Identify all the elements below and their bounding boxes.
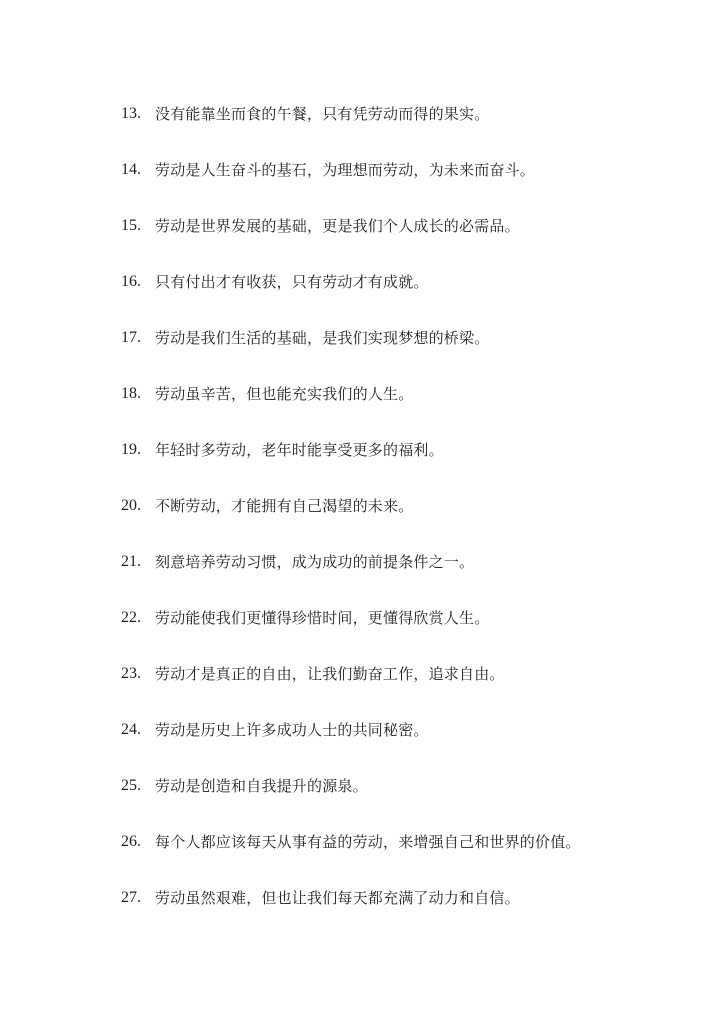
item-number: 21. <box>121 553 141 570</box>
item-text: 劳动才是真正的自由，让我们勤奋工作，追求自由。 <box>155 665 505 683</box>
list-item <box>121 590 581 646</box>
list-item <box>121 758 581 814</box>
item-number: 22. <box>121 609 141 626</box>
item-number: 17. <box>121 329 141 346</box>
item-number: 16. <box>121 273 141 290</box>
list-item <box>121 702 581 758</box>
list-item <box>121 310 581 366</box>
item-number: 14. <box>121 161 141 178</box>
quote-list <box>121 86 581 926</box>
item-text: 劳动虽然艰难，但也让我们每天都充满了动力和自信。 <box>155 889 520 907</box>
item-text: 每个人都应该每天从事有益的劳动，来增强自己和世界的价值。 <box>155 833 581 851</box>
item-text: 劳动是人生奋斗的基石，为理想而劳动，为未来而奋斗。 <box>155 161 536 179</box>
item-number: 24. <box>121 721 141 738</box>
item-text: 劳动是世界发展的基础，更是我们个人成长的必需品。 <box>155 217 520 235</box>
item-text: 不断劳动，才能拥有自己渴望的未来。 <box>155 497 414 515</box>
list-item <box>121 142 581 198</box>
item-text: 年轻时多劳动，老年时能享受更多的福利。 <box>155 441 444 459</box>
item-text: 刻意培养劳动习惯，成为成功的前提条件之一。 <box>155 553 475 571</box>
item-text: 只有付出才有收获，只有劳动才有成就。 <box>155 273 429 291</box>
item-text: 劳动虽辛苦，但也能充实我们的人生。 <box>155 385 414 403</box>
list-item <box>121 814 581 870</box>
item-text: 没有能靠坐而食的午餐，只有凭劳动而得的果实。 <box>155 105 490 123</box>
list-item <box>121 534 581 590</box>
item-number: 15. <box>121 217 141 234</box>
list-item <box>121 422 581 478</box>
item-number: 23. <box>121 665 141 682</box>
item-text: 劳动是创造和自我提升的源泉。 <box>155 777 368 795</box>
item-text: 劳动是我们生活的基础，是我们实现梦想的桥梁。 <box>155 329 490 347</box>
item-number: 13. <box>121 105 141 122</box>
item-number: 27. <box>121 889 141 906</box>
list-item <box>121 646 581 702</box>
item-number: 20. <box>121 497 141 514</box>
item-number: 25. <box>121 777 141 794</box>
list-item <box>121 254 581 310</box>
list-item <box>121 870 581 926</box>
item-number: 19. <box>121 441 141 458</box>
item-number: 26. <box>121 833 141 850</box>
item-number: 18. <box>121 385 141 402</box>
list-item <box>121 366 581 422</box>
list-item <box>121 86 581 142</box>
list-item <box>121 478 581 534</box>
item-text: 劳动能使我们更懂得珍惜时间，更懂得欣赏人生。 <box>155 609 490 627</box>
list-item <box>121 198 581 254</box>
item-text: 劳动是历史上许多成功人士的共同秘密。 <box>155 721 429 739</box>
